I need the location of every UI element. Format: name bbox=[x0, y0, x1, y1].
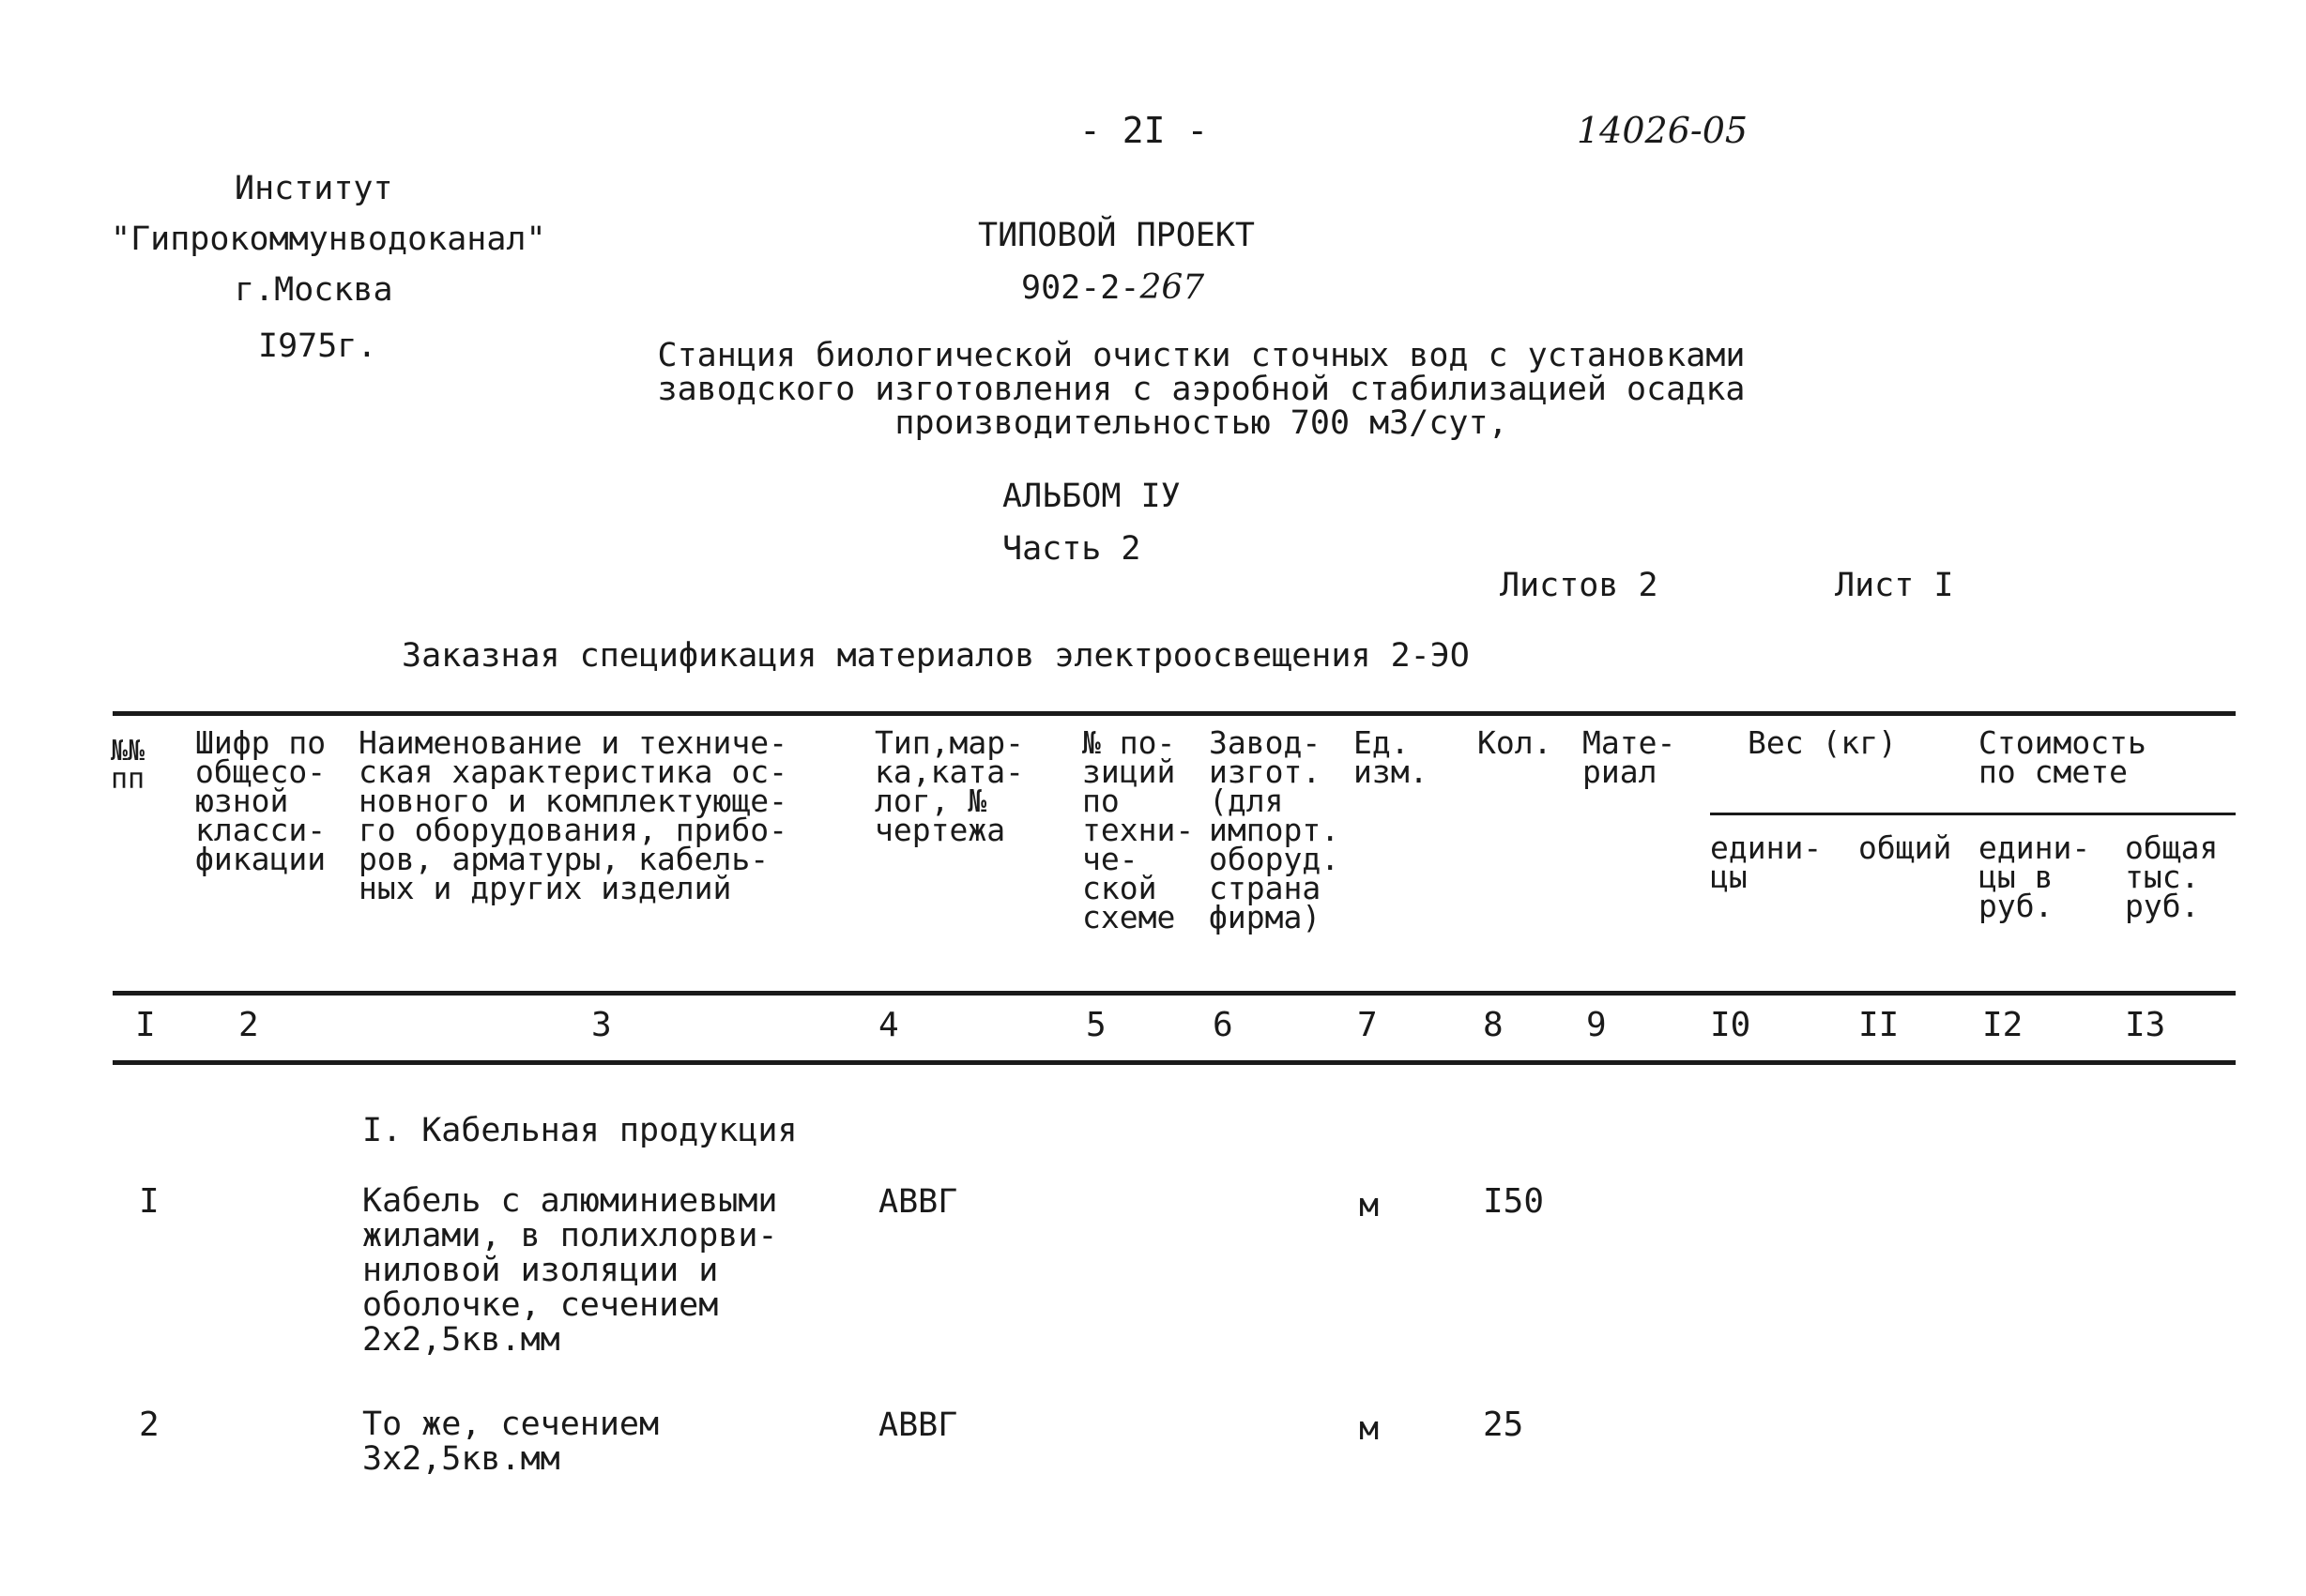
header-cost-group: Стоимость по смете bbox=[1978, 724, 2146, 790]
header-row-number: №№ пп bbox=[111, 735, 145, 796]
table-row-number: I bbox=[139, 1182, 160, 1221]
column-number: 5 bbox=[1086, 1006, 1107, 1044]
project-code bbox=[1021, 270, 1204, 306]
column-number: 2 bbox=[238, 1006, 259, 1044]
part-title: Часть 2 bbox=[1002, 530, 1141, 568]
column-number: 7 bbox=[1357, 1006, 1378, 1044]
institute-year: I975г. bbox=[258, 327, 377, 365]
section-title: I. Кабельная продукция bbox=[362, 1112, 798, 1149]
table-row-number: 2 bbox=[139, 1406, 160, 1444]
institute-line-1: Институт bbox=[235, 170, 393, 207]
project-code-base: 902-2- bbox=[1021, 269, 1140, 307]
column-number: II bbox=[1858, 1006, 1900, 1044]
document-number: 14026-05 bbox=[1577, 110, 1749, 151]
column-number: I0 bbox=[1710, 1006, 1751, 1044]
table-row-unit: м bbox=[1359, 1187, 1380, 1224]
project-type: ТИПОВОЙ ПРОЕКТ bbox=[978, 217, 1256, 254]
column-number: 9 bbox=[1586, 1006, 1607, 1044]
sheets-total: Листов 2 bbox=[1500, 567, 1658, 604]
header-quantity: Кол. bbox=[1477, 724, 1552, 761]
header-classification-code: Шифр по общесо- юзной класси- фикации bbox=[195, 724, 327, 877]
table-row-name: То же, сечением 3х2,5кв.мм bbox=[362, 1406, 660, 1478]
table-row-unit: м bbox=[1359, 1410, 1380, 1448]
institute-line-3: г.Москва bbox=[235, 271, 393, 309]
header-position-number: № по- зиций по техни- че- ской схеме bbox=[1082, 724, 1195, 935]
header-weight-unit: едини- цы bbox=[1710, 829, 1823, 895]
column-number: 8 bbox=[1483, 1006, 1504, 1044]
column-number: 3 bbox=[591, 1006, 612, 1044]
group-subheader-rule bbox=[1710, 813, 2236, 815]
description-line-1: Станция биологической очистки сточных вод с установками bbox=[657, 337, 1746, 374]
table-top-rule bbox=[113, 711, 2236, 716]
institute-line-2: "Гипрокоммунводоканал" bbox=[111, 220, 546, 258]
description-line-3: производительностью 700 м3/сут, bbox=[894, 404, 1508, 442]
table-row-type: АВВГ bbox=[878, 1183, 958, 1221]
project-code-suffix: 267 bbox=[1139, 268, 1205, 307]
page-number: - 2I - bbox=[1079, 110, 1209, 151]
sheet-current: Лист I bbox=[1835, 567, 1954, 604]
column-number: 4 bbox=[878, 1006, 899, 1044]
header-material: Мате- риал bbox=[1582, 724, 1676, 790]
header-cost-total: общая тыс. руб. bbox=[2125, 829, 2219, 924]
column-number: I bbox=[135, 1006, 156, 1044]
header-bottom-rule bbox=[113, 991, 2236, 996]
column-number: I3 bbox=[2125, 1006, 2166, 1044]
header-name-description: Наименование и техниче- ская характеристика ос- новного и комплектующе- го оборудования, прибо- ров, арматуры, кабель- ных и других изделий bbox=[359, 724, 787, 906]
column-number: 6 bbox=[1213, 1006, 1233, 1044]
table-row-quantity: I50 bbox=[1483, 1182, 1545, 1221]
column-numbers-bottom-rule bbox=[113, 1060, 2236, 1065]
header-weight-total: общий bbox=[1858, 829, 1952, 866]
header-weight-group: Вес (кг) bbox=[1748, 724, 1897, 761]
specification-title: Заказная спецификация материалов электроосвещения 2-ЭО bbox=[402, 637, 1470, 675]
header-manufacturer: Завод- изгот. (для импорт. оборуд. страна фирма) bbox=[1209, 724, 1340, 935]
album-title: АЛЬБОМ IУ bbox=[1002, 478, 1181, 515]
column-number: I2 bbox=[1982, 1006, 2023, 1044]
table-row-type: АВВГ bbox=[878, 1406, 958, 1444]
table-row-name: Кабель с алюминиевыми жилами, в полихлорви- ниловой изоляции и оболочке, сечением 2х2,5кв.мм bbox=[362, 1182, 778, 1359]
table-row-quantity: 25 bbox=[1483, 1406, 1524, 1444]
header-unit: Ед. изм. bbox=[1353, 724, 1428, 790]
header-type-brand: Тип,мар- ка,ката- лог, № чертежа bbox=[875, 724, 1024, 848]
header-cost-unit: едини- цы в руб. bbox=[1978, 829, 2091, 924]
description-line-2: заводского изготовления с аэробной стабилизацией осадка bbox=[657, 371, 1746, 408]
